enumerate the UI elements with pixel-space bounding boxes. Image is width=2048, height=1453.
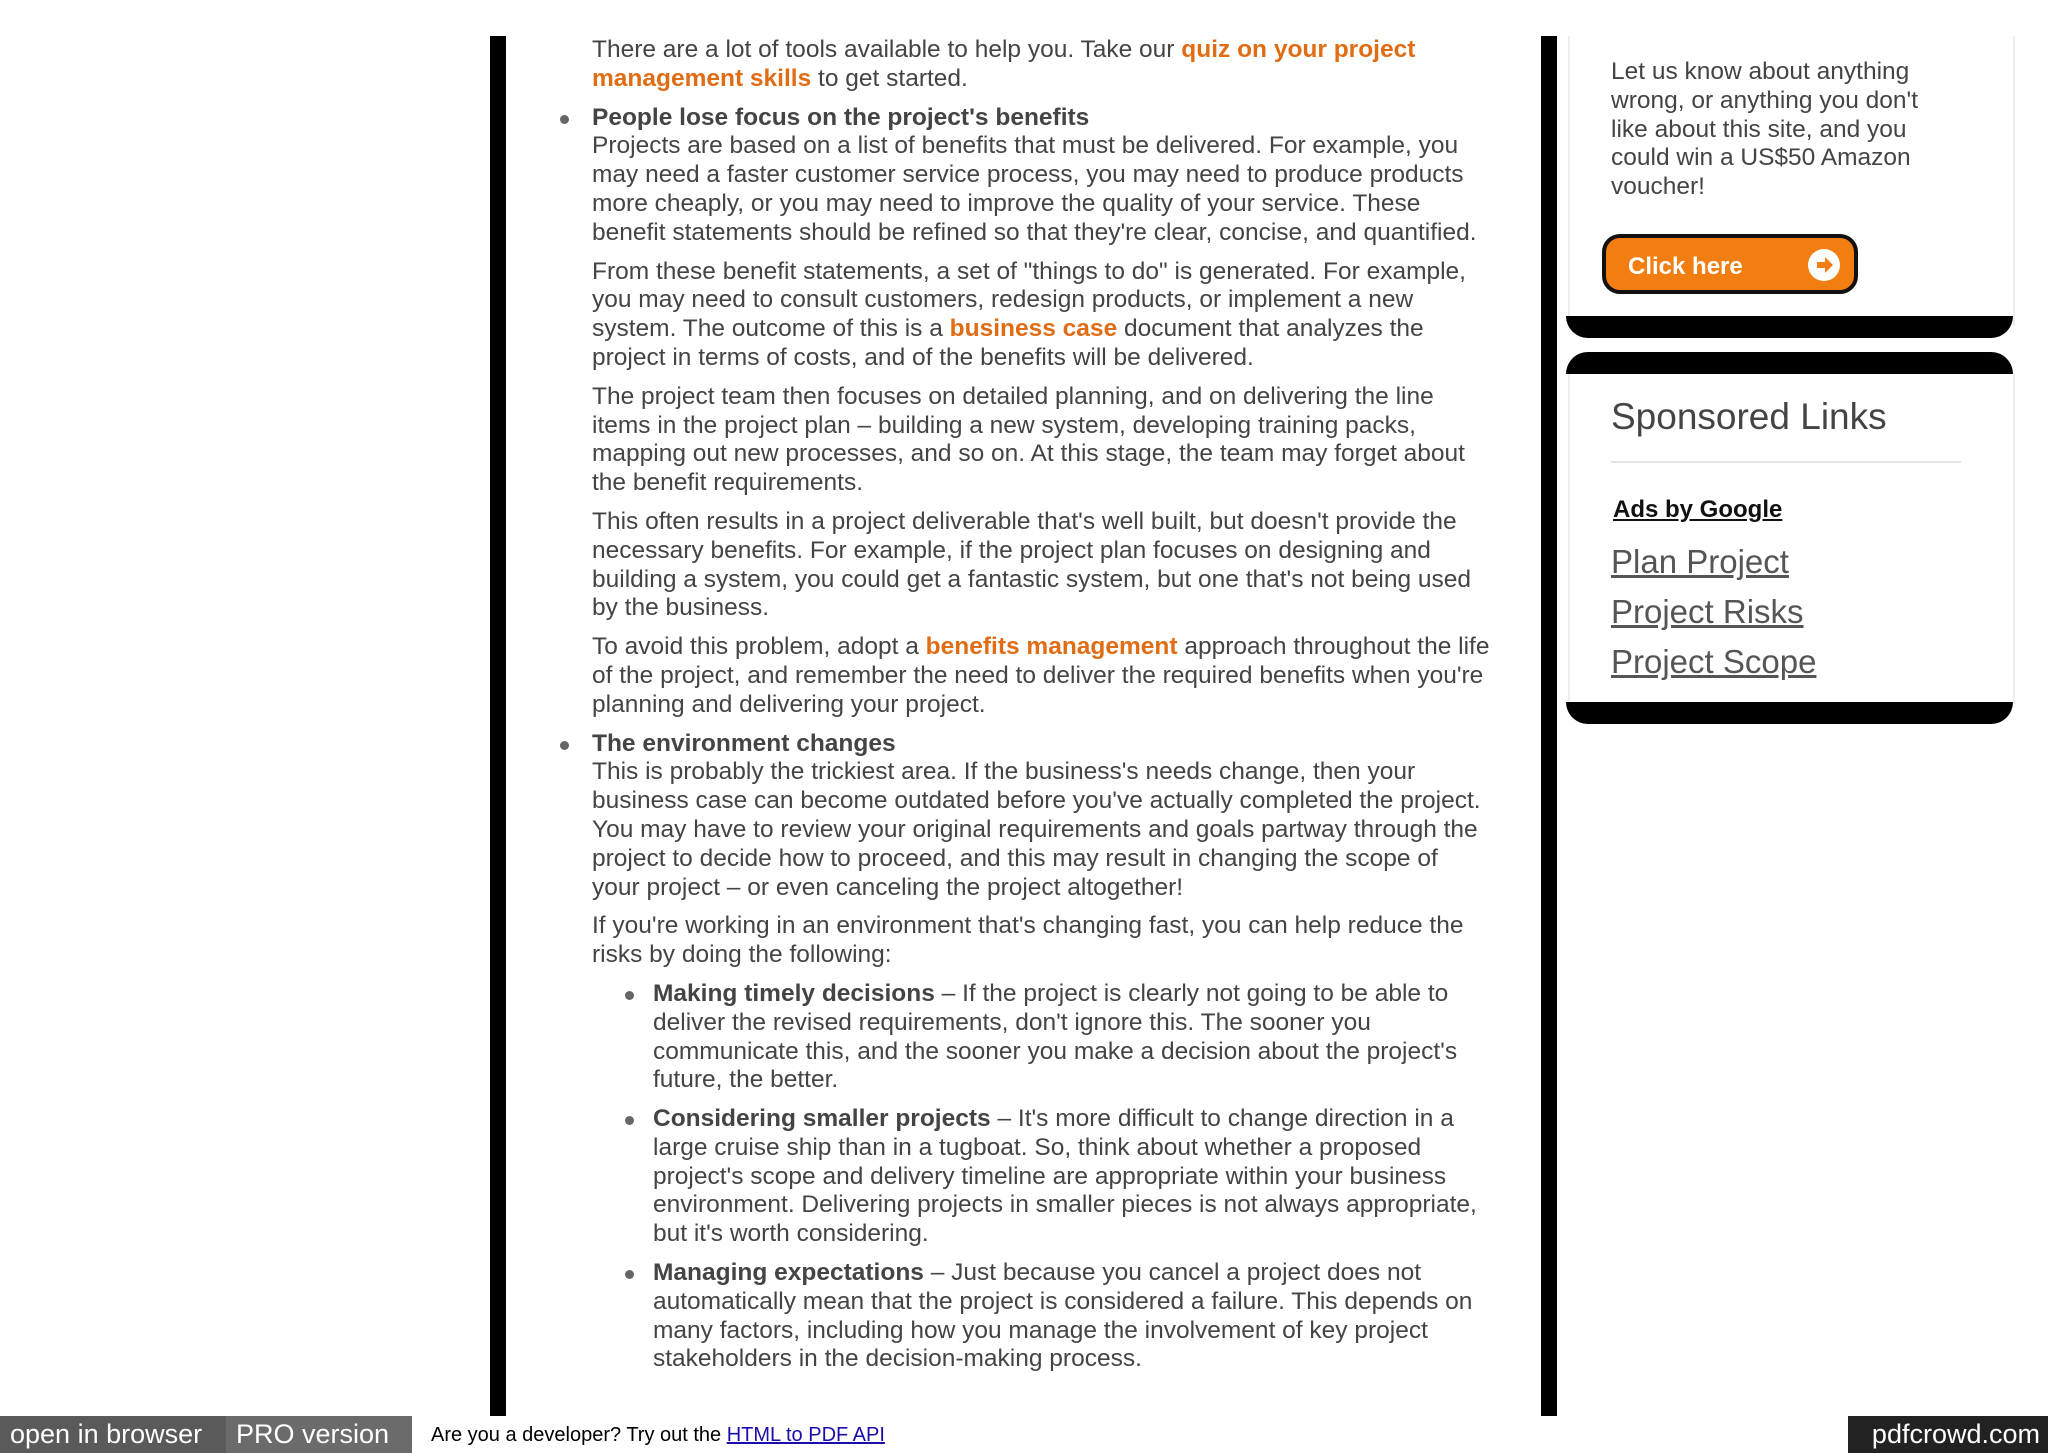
bullet-icon — [560, 741, 569, 750]
feedback-box-bottom-border — [1566, 316, 2013, 338]
bullet-icon — [625, 1270, 634, 1279]
content-border-left — [490, 36, 506, 1416]
bullet-icon — [625, 1116, 634, 1125]
pro-version-button[interactable]: PRO version — [226, 1416, 412, 1453]
sponsored-links-heading: Sponsored Links — [1611, 396, 1887, 437]
benefits-management-link[interactable]: benefits management — [925, 633, 1178, 661]
pdfcrowd-footer — [0, 1416, 2048, 1453]
benefits-paragraph-2 — [592, 258, 1490, 373]
arrow-right-icon — [1808, 249, 1840, 281]
environment-heading: The environment changes — [592, 729, 896, 757]
risk-reduction-list — [592, 980, 1490, 1374]
ad-link-project-scope[interactable]: Project Scope — [1611, 643, 1817, 680]
benefits-paragraph-4: This often results in a project deliverable that's well built, but doesn't provide the necessary benefits. For example, if the project plan focuses on designing and building a system, you could get a fantastic system, but one that's not being used by the business. — [592, 507, 1472, 622]
list-item-title: Managing expectations — [653, 1259, 924, 1287]
bullet-icon — [625, 991, 634, 1000]
benefits-p2-text: From these benefit statements, a set of "things to do" is generated. For example, you may need to consult customers, redesign products, or implement a new system. The outcome of this is a — [592, 257, 1466, 343]
list-item-text: – Just because you cancel a project does not automatically mean that the project is considered a failure. This depends on many factors, including how you manage the involvement of key project stakeholders in the decision-making process. — [653, 1259, 1473, 1373]
ad-link-project-risks[interactable]: Project Risks — [1611, 593, 1804, 630]
list-item — [592, 1105, 1490, 1249]
divider — [1611, 461, 1961, 463]
list-item-title: Considering smaller projects — [653, 1105, 991, 1133]
intro-text: There are a lot of tools available to help you. Take our — [592, 36, 1182, 63]
environment-paragraph-1: This is probably the trickiest area. If the business's needs change, then your business case can become outdated before you've actually completed the project. You may have to review your original requirements and goals partway through the project to decide how to proceed, and this may result in changing the scope of your project – or even canceling the project altogether! — [592, 758, 1481, 901]
intro-paragraph — [560, 36, 1490, 94]
benefits-p2-text-end: document that analyzes the project in terms of costs, and of the benefits will be delivered. — [592, 315, 1424, 371]
business-case-link[interactable]: business case — [949, 315, 1118, 343]
benefits-p5-text-end: approach throughout the life of the project, and remember the need to deliver the required benefits when you're planning and delivering your project. — [592, 633, 1490, 718]
benefits-heading: People lose focus on the project's benefits — [592, 103, 1090, 131]
pdfcrowd-brand-link[interactable]: pdfcrowd.com — [1848, 1416, 2048, 1453]
ad-link-plan-project[interactable]: Plan Project — [1611, 543, 1789, 580]
benefits-paragraph-1: Projects are based on a list of benefits that must be delivered. For example, you may need a faster customer service process, you may need to produce products more cheaply, or you may need to improve the quality of your service. These benefit statements should be refined so that they're clear, concise, and quantified. — [592, 132, 1477, 246]
sponsored-box-top-border — [1566, 352, 2013, 374]
benefits-paragraph-3: The project team then focuses on detailed planning, and on delivering the line items in the project plan – building a new system, developing training packs, mapping out new processes, and so on. At this stage, the team may forget about the benefit requirements. — [592, 382, 1465, 497]
content-border-right — [1541, 36, 1557, 1416]
bullet-icon — [560, 115, 569, 124]
click-here-label: Click here — [1628, 253, 1743, 280]
sponsored-box-bottom-border — [1566, 702, 2013, 724]
open-in-browser-button[interactable]: open in browser — [0, 1416, 226, 1453]
intro-text-end: to get started. — [811, 64, 968, 92]
click-here-button[interactable] — [1602, 234, 1858, 294]
list-item — [592, 980, 1490, 1095]
list-item — [592, 1259, 1490, 1374]
feedback-text: Let us know about anything wrong, or anything you don't like about this site, and you could win a US$50 Amazon voucher! — [1611, 58, 1919, 201]
developer-promo-text: Are you a developer? Try out the — [431, 1424, 727, 1446]
benefits-p5-text: To avoid this problem, adopt a — [592, 633, 926, 661]
ads-by-google-link[interactable]: Ads by Google — [1613, 496, 1783, 523]
benefits-paragraph-5 — [592, 633, 1490, 719]
list-item-environment — [560, 730, 1490, 1375]
quiz-link[interactable]: quiz on your project management skills — [592, 36, 1416, 92]
list-item-text: – If the project is clearly not going to be able to deliver the revised requirements, don't ignore this. The sooner you communicate this, and the sooner you make a decision about the project's future, the better. — [653, 979, 1458, 1094]
article-body — [560, 36, 1490, 1384]
environment-paragraph-2: If you're working in an environment that's changing fast, you can help reduce the risks by doing the following: — [592, 912, 1464, 969]
developer-promo — [431, 1424, 885, 1447]
list-item-title: Making timely decisions — [653, 979, 935, 1007]
list-item-text: – It's more difficult to change direction in a large cruise ship than in a tugboat. So, think about whether a proposed project's scope and delivery timeline are appropriate within your business environment. Delivering projects in smaller pieces is not always appropriate, but it's worth considering. — [653, 1105, 1477, 1248]
list-item-benefits — [560, 104, 1490, 720]
html-to-pdf-api-link[interactable]: HTML to PDF API — [726, 1424, 885, 1446]
causes-list — [560, 104, 1490, 1375]
